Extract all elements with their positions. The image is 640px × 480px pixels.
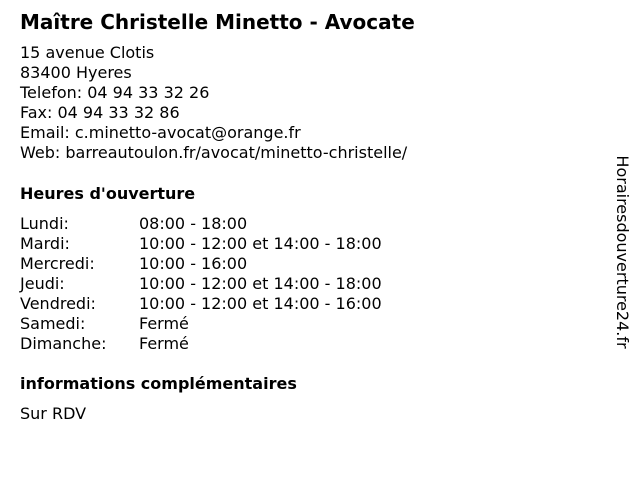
day-label: Dimanche: <box>20 334 107 353</box>
web-line: Web: barreautoulon.fr/avocat/minetto-christelle/ <box>20 143 408 162</box>
day-label: Mercredi: <box>20 254 95 273</box>
additional-info-text: Sur RDV <box>20 404 87 423</box>
site-watermark: Horairesdouverture24.fr <box>613 155 632 349</box>
hours-row-tuesday <box>20 234 382 254</box>
address-city: 83400 Hyeres <box>20 63 132 82</box>
hours-row-friday <box>20 294 382 314</box>
hours-row-saturday <box>20 314 382 334</box>
day-label: Lundi: <box>20 214 69 233</box>
day-label: Vendredi: <box>20 294 96 313</box>
hours-row-thursday <box>20 274 382 294</box>
hours-row-monday <box>20 214 382 234</box>
day-hours: 10:00 - 12:00 et 14:00 - 16:00 <box>139 294 382 313</box>
hours-row-sunday <box>20 334 382 354</box>
day-label: Mardi: <box>20 234 70 253</box>
day-hours: Fermé <box>139 334 189 353</box>
address-street: 15 avenue Clotis <box>20 43 155 62</box>
page-title: Maître Christelle Minetto - Avocate <box>20 10 415 34</box>
fax-line: Fax: 04 94 33 32 86 <box>20 103 180 122</box>
day-label: Samedi: <box>20 314 86 333</box>
opening-hours-table <box>20 214 382 354</box>
day-hours: 08:00 - 18:00 <box>139 214 248 233</box>
opening-hours-heading: Heures d'ouverture <box>20 184 196 203</box>
day-hours: 10:00 - 16:00 <box>139 254 248 273</box>
day-hours: 10:00 - 12:00 et 14:00 - 18:00 <box>139 274 382 293</box>
email-line: Email: c.minetto-avocat@orange.fr <box>20 123 301 142</box>
day-label: Jeudi: <box>20 274 65 293</box>
additional-info-heading: informations complémentaires <box>20 374 297 393</box>
day-hours: Fermé <box>139 314 189 333</box>
day-hours: 10:00 - 12:00 et 14:00 - 18:00 <box>139 234 382 253</box>
address-block <box>20 43 407 163</box>
phone-line: Telefon: 04 94 33 32 26 <box>20 83 210 102</box>
hours-row-wednesday <box>20 254 382 274</box>
